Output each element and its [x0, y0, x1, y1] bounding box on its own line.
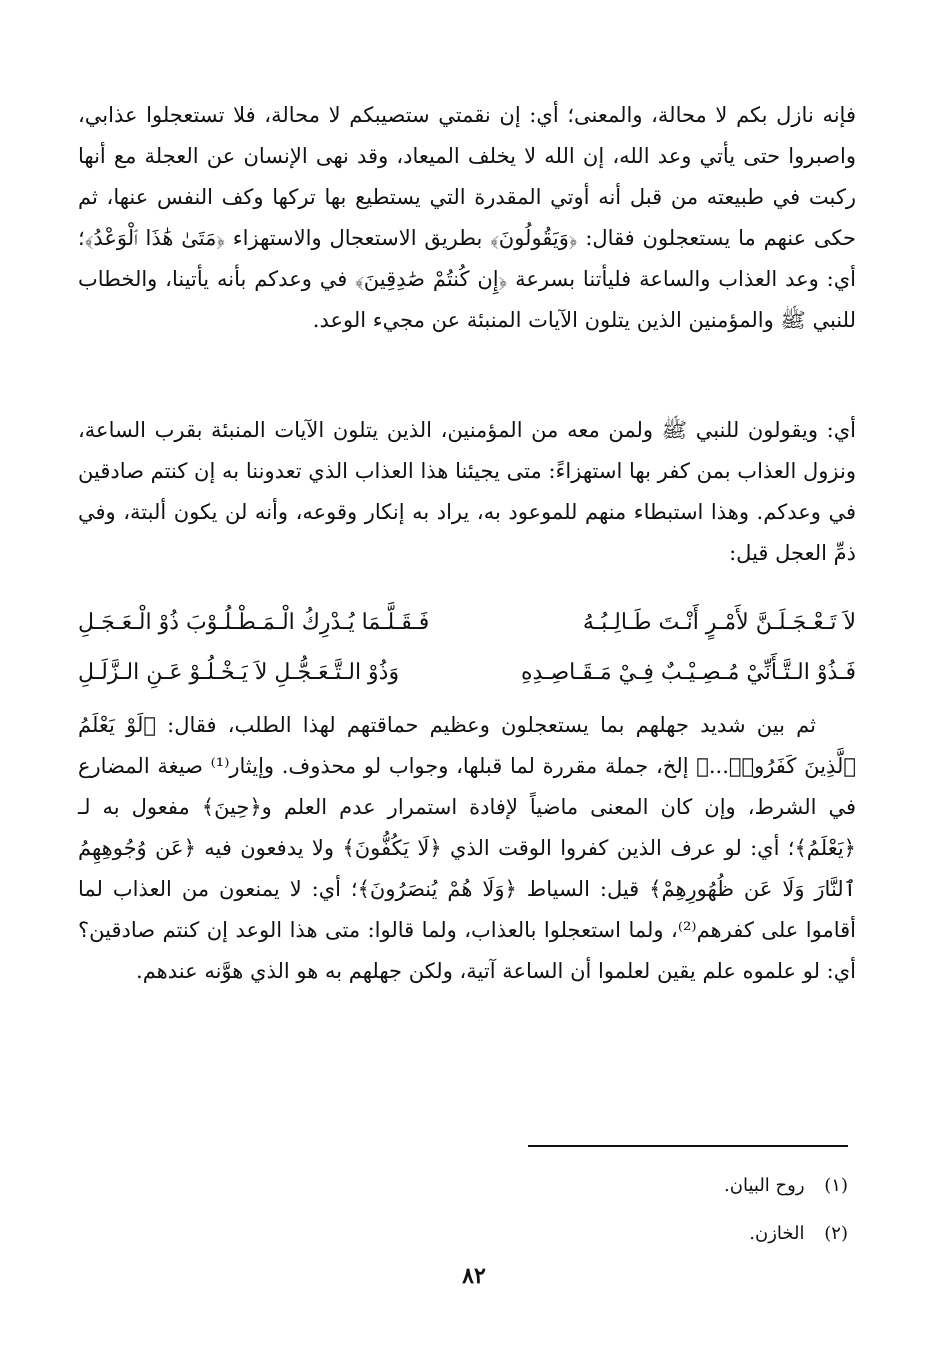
footnote-2	[500, 1210, 848, 1258]
poem-verse-2	[78, 648, 856, 698]
paragraph-2	[78, 410, 856, 574]
poem-verse-1	[78, 598, 856, 648]
page-number: ٨٢	[462, 1263, 486, 1289]
verse-1-first-hemistich: لاَ تَـعْـجَـلَـنَّ لأَمْـرٍ أَنْـتَ طَـالِـبُـهُ	[582, 610, 856, 635]
verse-2-second-hemistich: وَذُوْ الـتَّـعَـجُّـلِ لاَ يَـخْـلُـوْ عَـنِ الـزَّلَـلِ	[78, 660, 400, 685]
footnote-2-text: الخازن.	[749, 1223, 805, 1244]
footnote-2-number: (٢)	[824, 1223, 848, 1244]
paragraph-2-text: أي: ويقولون للنبي ﷺ ولمن معه من المؤمنين، الذين يتلون الآيات المنبئة بقرب الساعة، ونزول العذاب بمن كفر بها استهزاءً: متى يجيئنا هذا العذاب الذي تعدوننا به إن كنتم صادقين في وعدكم. وهذا استبطاء منهم للموعود به، يراد به إنكار وقوعه، وأنه لن يكون ألبتة، وفي ذمِّ العجل قيل:	[78, 418, 856, 565]
footnote-separator	[528, 1145, 848, 1147]
footnote-1-text: روح البيان.	[724, 1175, 805, 1196]
poem	[78, 598, 856, 698]
verse-2-first-hemistich: فَـذُوْ الـتَّـأَنِّيْ مُـصِـيْـبٌ فِـيْ مَـقَـاصِـدِهِ	[520, 660, 856, 685]
paragraph-1	[78, 95, 856, 341]
footnote-1	[500, 1162, 848, 1210]
footnotes	[500, 1162, 848, 1258]
footnote-1-number: (١)	[824, 1175, 848, 1196]
paragraph-1-text: فإنه نازل بكم لا محالة، والمعنى؛ أي: إن نقمتي ستصيبكم لا محالة، فلا تستعجلوا عذابي، واصبروا حتى يأتي وعد الله، إن الله لا يخلف الميعاد، وقد نهى الإنسان عن العجلة مع أنها ركبت في طبيعته من قبل أنه أوتي المقدرة التي يستطيع بها تركها وكف النفس عنها، ثم حكى عنهم ما يستعجلون فقال: ﴿وَيَقُولُونَ﴾ بطريق الاستعجال والاستهزاء ﴿مَتَىٰ هَٰذَا ٱلْوَعْدُ﴾؛ أي: وعد العذاب والساعة فليأتنا بسرعة ﴿إِن كُنتُمْ صَٰدِقِينَ﴾ في وعدكم بأنه يأتينا، والخطاب للنبي ﷺ والمؤمنين الذين يتلون الآيات المنبئة عن مجيء الوعد.	[78, 103, 856, 332]
verse-1-second-hemistich: فَـقَـلَّـمَا يُـدْرِكُ الْـمَـطْـلُـوْبَ ذُوْ الْـعَـجَـلِ	[78, 610, 430, 635]
paragraph-3-text: ثم بين شديد جهلهم بما يستعجلون وعظيم حماقتهم لهذا الطلب، فقال: ﴿لَوْ يَعْلَمُ ٱلَّذِينَ كَفَرُوا۟...﴾ إلخ، جملة مقررة لما قبلها، وجواب لو محذوف. وإيثار⁽¹⁾ صيغة المضارع في الشرط، وإن كان المعنى ماضياً لإفادة استمرار عدم العلم و﴿حِينَ﴾ مفعول به لـ ﴿يَعْلَمُ﴾؛ أي: لو عرف الذين كفروا الوقت الذي ﴿لَا يَكُفُّونَ﴾ ولا يدفعون فيه ﴿عَن وُجُوهِهِمُ ٱلنَّارَ وَلَا عَن ظُهُورِهِمْ﴾ قيل: السياط ﴿وَلَا هُمْ يُنصَرُونَ﴾؛ أي: لا يمنعون من العذاب لما أقاموا على كفرهم⁽²⁾، ولما استعجلوا بالعذاب، ولما قالوا: متى هذا الوعد إن كنتم صادقين؟ أي: لو علموه علم يقين لعلموا أن الساعة آتية، ولكن جهلهم به هو الذي هوَّنه عندهم.	[78, 713, 856, 983]
paragraph-3	[78, 705, 856, 992]
